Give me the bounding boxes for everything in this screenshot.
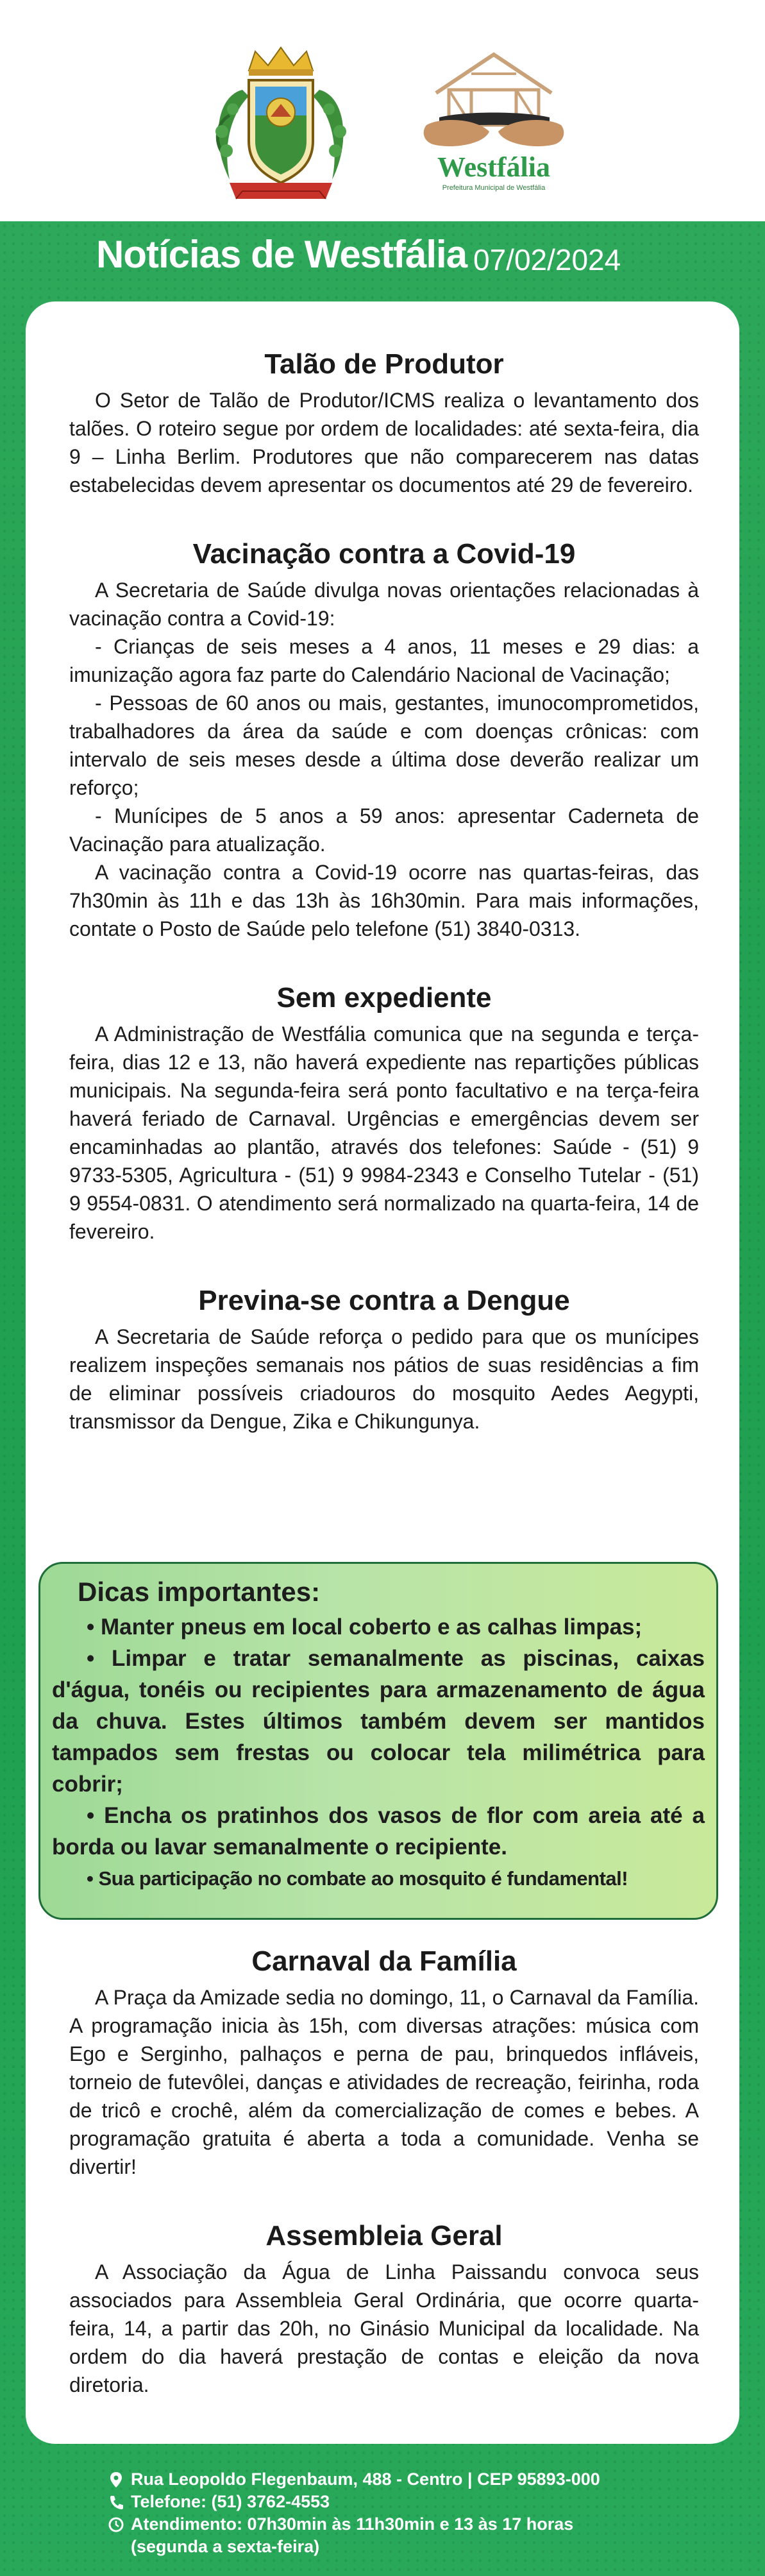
section-paragraph: - Crianças de seis meses a 4 anos, 11 meses e 29 dias: a imunização agora faz parte do Calendário Nacional de Vacinação;: [69, 635, 699, 686]
section-paragraph: O Setor de Talão de Produtor/ICMS realiza o levantamento dos talões. O roteiro segue por ordem de localidades: até sexta-feira, dia 9 – Linha Berlim. Produtores que não comparecerem nas datas estabelecidas devem apresentar os documentos até 29 de fevereiro.: [69, 389, 699, 496]
footer-hours-text: Atendimento: 07h30min às 11h30min e 13 às 17 horas: [131, 2514, 574, 2534]
news-section-talao: [69, 346, 699, 499]
section-paragraph: A Associação da Água de Linha Paissandu convoca seus associados para Assembleia Geral Ordinária, que ocorre quarta-feira, 14, a partir das 20h, no Ginásio Municipal da localidade. Na ordem do dia haverá prestação de contas e eleição da nova diretoria.: [69, 2260, 699, 2396]
tips-inner: [40, 1575, 716, 1894]
section-heading: Talão de Produtor: [264, 348, 504, 380]
news-section-assembleia: [69, 2218, 699, 2399]
footer-hours-note: [108, 2536, 723, 2558]
brand-subtitle: Prefeitura Municipal de Westfália: [442, 184, 546, 192]
section-paragraph: - Pessoas de 60 anos ou mais, gestantes, imunocomprometidos, trabalhadores da área da saúde e com doenças crônicas: com intervalo de seis meses desde a última dose deverão realizar um reforço;: [69, 691, 699, 799]
section-paragraph: A Secretaria de Saúde reforça o pedido para que os munícipes realizem inspeções semanais nos pátios de suas residências a fim de eliminar possíveis criadouros do mosquito Aedes Aegypti, transmissor da Dengue, Zika e Chikungunya.: [69, 1325, 699, 1433]
section-paragraph: - Munícipes de 5 anos a 59 anos: apresentar Caderneta de Vacinação para atualização.: [69, 804, 699, 856]
header: [0, 0, 765, 221]
footer: [108, 2468, 723, 2558]
half-timbered-house-icon: [414, 42, 574, 151]
section-paragraph: A Administração de Westfália comunica que na segunda e terça-feira, dias 12 e 13, não haverá expediente nas repartições públicas municipais. Na segunda-feira será ponto facultativo e na terça-feira haverá feriado de Carnaval. Urgências e emergências devem ser encaminhadas ao plantão, através dos telefones: Saúde - (51) 9 9733-5305, Agricultura - (51) 9 9984-2343 e Conselho Tutelar - (51) 9 9554-0831. O atendimento será normalizado na quarta-feira, 14 de fevereiro.: [69, 1022, 699, 1243]
tips-box: [38, 1562, 718, 1920]
section-paragraph: A Praça da Amizade sedia no domingo, 11, o Carnaval da Família. A programação inicia às 15h, com diversas atrações: música com Ego e Serginho, palhaços e perna de pau, brinquedos infláveis, torneio de futevôlei, danças e atividades de recreação, feirinha, roda de tricô e crochê, além da comercialização de comes e bebes. A programação gratuita é aberta a toda a comunidade. Venha se divertir!: [69, 1986, 699, 2178]
title-main: Notícias de Westfália: [96, 233, 467, 276]
footer-phone: [108, 2491, 723, 2513]
news-content: [69, 346, 699, 1473]
tip-item: • Limpar e tratar semanalmente as piscinas, caixas d'água, tonéis ou recipientes para armazenamento de água da chuva. Estes últimos também devem ser mantidos tampados sem frestas ou colocar tela milimétrica para cobrir;: [52, 1646, 705, 1797]
section-heading: Carnaval da Família: [251, 1945, 517, 1977]
news-section-expediente: [69, 980, 699, 1246]
tip-item: • Encha os pratinhos dos vasos de flor com areia até a borda ou lavar semanalmente o recipiente.: [52, 1803, 705, 1860]
location-pin-icon: [108, 2471, 124, 2489]
clock-icon: [108, 2516, 124, 2534]
footer-hours-note-text: (segunda a sexta-feira): [131, 2537, 320, 2556]
news-section-carnaval: [69, 1944, 699, 2181]
tip-item: • Sua participação no combate ao mosquito é fundamental!: [87, 1867, 628, 1890]
tips-heading: Dicas importantes:: [78, 1577, 321, 1607]
phone-icon: [108, 2493, 124, 2511]
footer-address-text: Rua Leopoldo Flegenbaum, 488 - Centro | CEP 95893-000: [131, 2470, 600, 2489]
news-content-lower: [69, 1944, 699, 2436]
section-heading: Assembleia Geral: [265, 2220, 503, 2251]
section-heading: Vacinação contra a Covid-19: [192, 538, 576, 570]
tip-item: • Manter pneus em local coberto e as calhas limpas;: [87, 1614, 643, 1640]
footer-address: [108, 2468, 723, 2491]
section-paragraph: A Secretaria de Saúde divulga novas orientações relacionadas à vacinação contra a Covid-19:: [69, 579, 699, 630]
footer-phone-text: Telefone: (51) 3762-4553: [131, 2492, 330, 2511]
title-date: 07/02/2024: [473, 243, 621, 276]
section-heading: Previna-se contra a Dengue: [198, 1285, 570, 1316]
brand-name: Westfália: [437, 151, 550, 183]
news-section-dengue: [69, 1283, 699, 1436]
westfalia-logo: [414, 42, 574, 208]
news-section-covid: [69, 536, 699, 943]
footer-hours: [108, 2513, 723, 2536]
newsletter-title: [96, 232, 673, 296]
section-heading: Sem expediente: [276, 982, 492, 1013]
coat-of-arms-logo: [204, 45, 358, 205]
section-paragraph: A vacinação contra a Covid-19 ocorre nas quartas-feiras, das 7h30min às 11h e das 13h às 16h30min. Para mais informações, contate o Posto de Saúde pelo telefone (51) 3840-0313.: [69, 861, 699, 940]
